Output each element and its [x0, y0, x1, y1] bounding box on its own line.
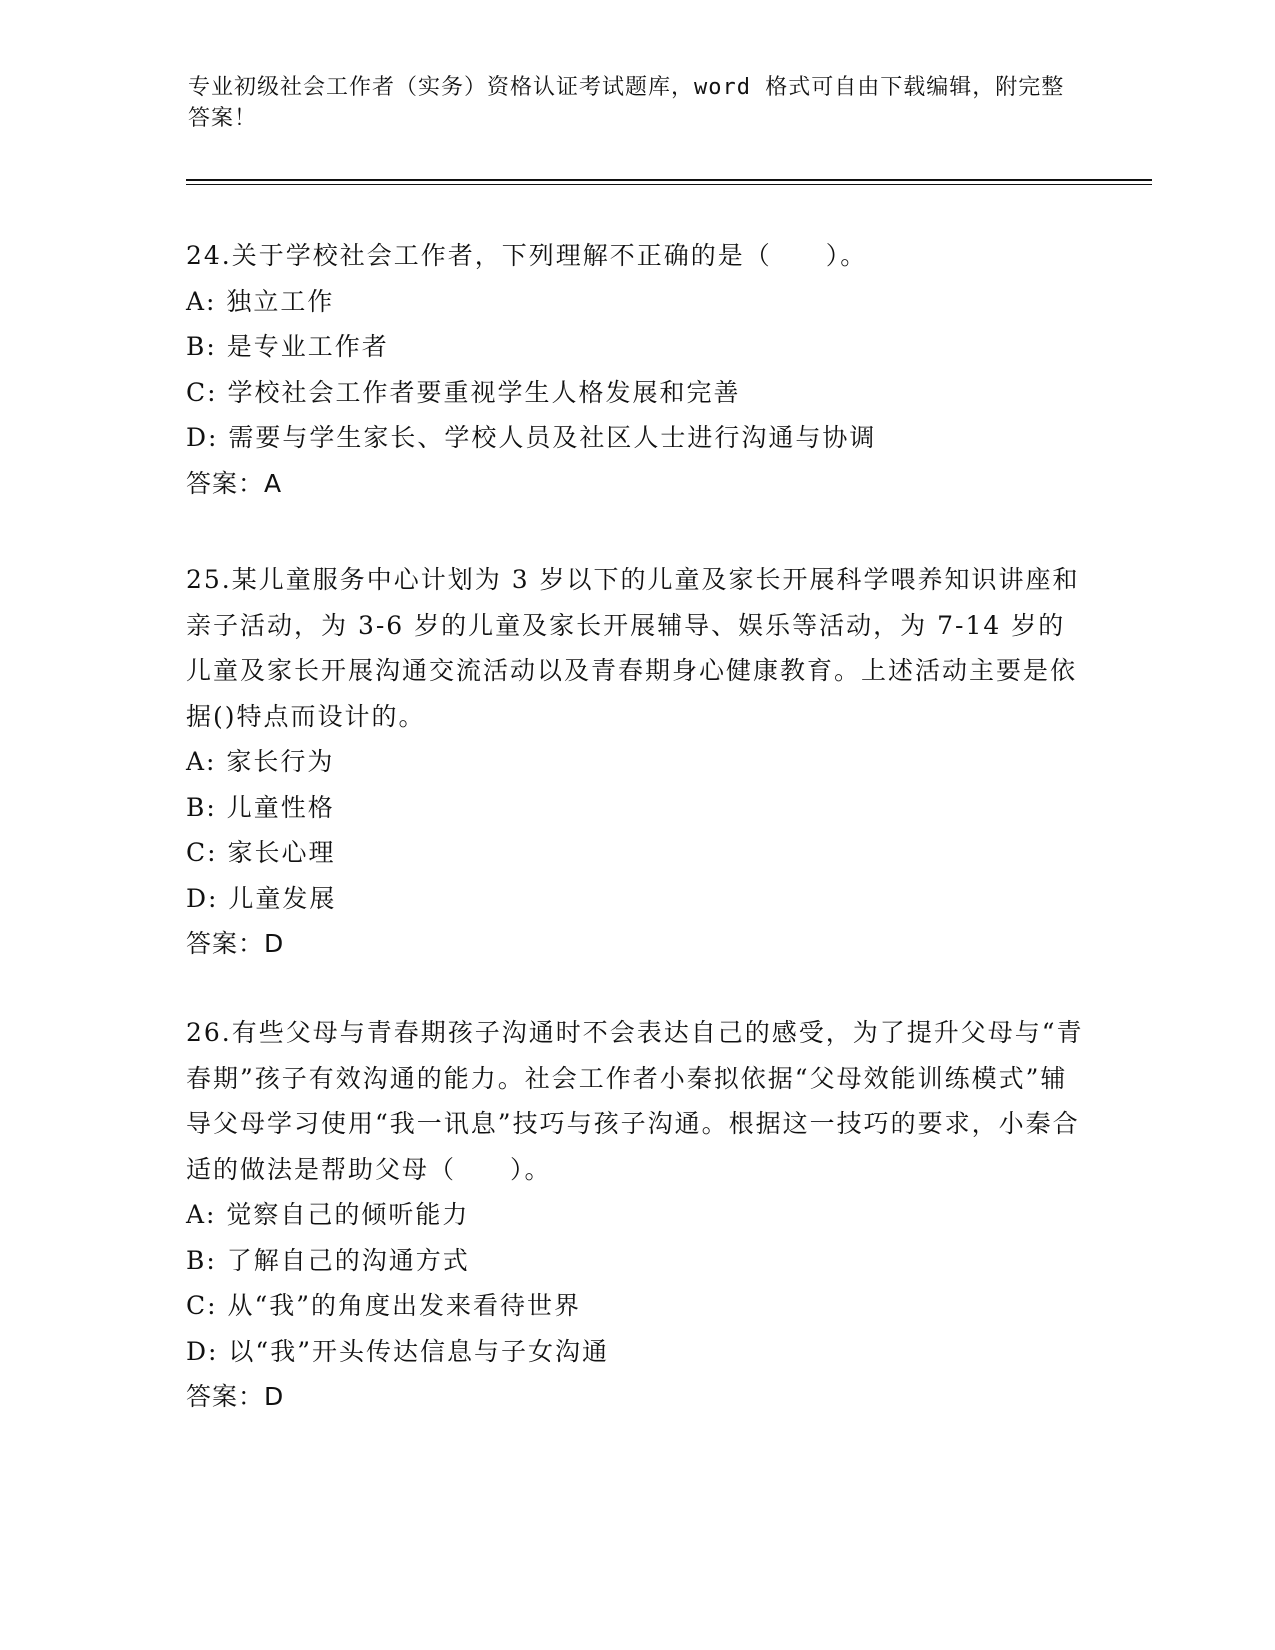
question-25	[186, 557, 1086, 967]
question-stem: 25.某儿童服务中心计划为 3 岁以下的儿童及家长开展科学喂养知识讲座和亲子活动，为 3-6 岁的儿童及家长开展辅导、娱乐等活动，为 7-14 岁的儿童及家长开展沟通交流活动以及青春期身心健康教育。上述活动主要是依据()特点而设计的。	[186, 565, 1080, 731]
header-divider-thick	[186, 179, 1152, 181]
answer: 答案：D	[186, 1382, 285, 1411]
option-d: D: 儿童发展	[186, 883, 337, 913]
option-c: C: 从“我”的角度出发来看待世界	[186, 1291, 582, 1320]
option-a: A: 家长行为	[186, 747, 335, 776]
option-b: B: 是专业工作者	[186, 332, 389, 361]
option-b: B: 儿童性格	[186, 792, 335, 822]
header-divider-thin	[186, 184, 1152, 185]
question-26	[186, 1010, 1086, 1420]
document-header: 专业初级社会工作者（实务）资格认证考试题库，word 格式可自由下载编辑，附完整答案！	[188, 75, 1065, 131]
option-b: B: 了解自己的沟通方式	[186, 1245, 470, 1275]
option-d: D: 需要与学生家长、学校人员及社区人士进行沟通与协调	[186, 423, 877, 452]
answer: 答案：D	[186, 929, 285, 958]
option-c: C: 家长心理	[186, 838, 336, 867]
answer: 答案：A	[186, 468, 283, 498]
question-stem: 24.关于学校社会工作者，下列理解不正确的是（ ）。	[186, 241, 868, 270]
question-24	[186, 233, 1086, 506]
option-d: D: 以“我”开头传达信息与子女沟通	[186, 1336, 609, 1366]
question-stem: 26.有些父母与青春期孩子沟通时不会表达自己的感受，为了提升父母与“青春期”孩子有效沟通的能力。社会工作者小秦拟依据“父母效能训练模式”辅导父母学习使用“我一讯息”技巧与孩子沟通。根据这一技巧的要求，小秦合适的做法是帮助父母（ ）。	[186, 1018, 1084, 1184]
option-a: A: 独立工作	[186, 286, 335, 316]
option-a: A: 觉察自己的倾听能力	[186, 1200, 470, 1229]
option-c: C: 学校社会工作者要重视学生人格发展和完善	[186, 377, 741, 407]
